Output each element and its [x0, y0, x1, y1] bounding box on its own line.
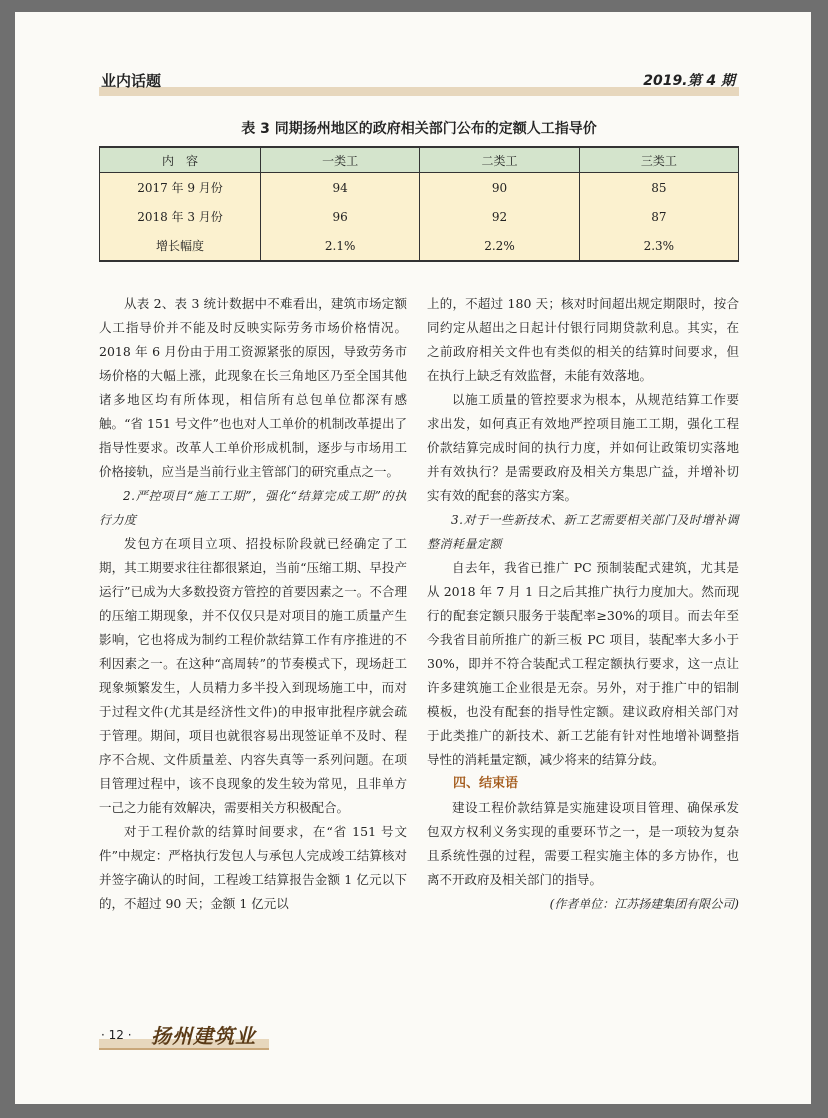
paragraph: 从表 2、表 3 统计数据中不难看出，建筑市场定额人工指导价并不能及时反映实际劳务市场价格情况。2018 年 6 月份由于用工资源紧张的原因，导致劳务市场价格的大幅上涨，此现象在长三角地区乃至全国其他诸多地区均有所体现，相信所有总包单位都深有感触。“省 151 号文件”也也对人工单价的机制改革提出了指导性要求。改革人工单价形成机制，逐步与市场用工价格接轨，应当是当前行业主管部门的研究重点之一。: [99, 296, 407, 479]
header-cell: 二类工: [420, 147, 579, 173]
table-row: [100, 231, 739, 261]
section-heading: 四、结束语: [453, 776, 519, 791]
table-row: [100, 173, 739, 203]
issue-label: 2019.第 4 期: [643, 73, 735, 89]
magazine-page: [15, 12, 811, 1104]
table-cell: 2017 年 9 月份: [100, 173, 261, 203]
left-column: [99, 292, 407, 916]
page-footer: [99, 1024, 269, 1050]
header-cell: 三类工: [579, 147, 738, 173]
paragraph: 自去年，我省已推广 PC 预制装配式建筑，尤其是从 2018 年 7 月 1 日之后其推广执行力度加大。然而现行的配套定额只服务于装配率≥30%的项目。而去年至今我省目前所推广的新三板 PC 项目，装配率大多小于 30%，即并不符合装配式工程定额执行要求，这一点让许多建筑施工企业很是无奈。另外，对于推广中的铝制模板，也没有配套的指导性定额。建议政府相关部门对于此类推广的新技术、新工艺能有针对性地增补调整指导性的消耗量定额，减少将来的结算分歧。: [427, 560, 739, 767]
price-table: [99, 146, 739, 262]
page-number: · 12 ·: [101, 1028, 132, 1042]
author-affiliation: (作者单位：江苏扬建集团有限公司): [549, 897, 739, 911]
paragraph: 建设工程价款结算是实施建设项目管理、确保承发包双方权利义务实现的重要环节之一，是一项较为复杂且系统性强的过程，需要工程实施主体的多方协作，也离不开政府及相关部门的指导。: [427, 800, 739, 887]
table-cell: 85: [579, 173, 738, 203]
paragraph: 发包方在项目立项、招投标阶段就已经确定了工期，其工期要求往往都很紧迫，当前“压缩工期、早投产运行”已成为大多数投资方管控的首要因素之一。不合理的压缩工期现象，并不仅仅只是对项目的施工质量产生影响，它也将成为制约工程价款结算工作有序推进的不利因素之一。在这种“高周转”的节奏模式下，现场赶工现象频繁发生，人员精力多半投入到现场施工中，而对于过程文件(尤其是经济性文件)的申报审批程序就会疏于管理。期间，项目也就很容易出现签证单不及时、程序不合规、文件质量差、内容失真等一系列问题。在项目管理过程中，该不良现象的发生较为常见，且非单方一己之力能有效解决，需要相关方积极配合。: [99, 536, 407, 815]
table-cell: 94: [261, 173, 420, 203]
table-cell: 90: [420, 173, 579, 203]
table-cell: 2.1%: [261, 231, 420, 261]
table-cell: 2.2%: [420, 231, 579, 261]
subheading: 2.严控项目“施工工期”，强化“结算完成工期”的执行力度: [99, 489, 407, 527]
table-header-row: [100, 147, 739, 173]
table-row: [100, 202, 739, 231]
table-cell: 96: [261, 202, 420, 231]
paragraph-continued: 上的，不超过 180 天；核对时间超出规定期限时，按合同约定从超出之日起计付银行同期贷款利息。其实，在之前政府相关文件也有类似的相关的结算时间要求，但在执行上缺乏有效监督，未能有效落地。: [427, 296, 739, 383]
header-cell: 内 容: [100, 147, 261, 173]
page-header: [99, 70, 739, 96]
subheading: 3.对于一些新技术、新工艺需要相关部门及时增补调整消耗量定额: [427, 513, 739, 551]
paragraph: 以施工质量的管控要求为根本，从规范结算工作要求出发，如何真正有效地严控项目施工工期，强化工程价款结算完成时间的执行力度，并如何让政策切实落地并有效执行？是需要政府及相关方集思广益，并增补切实有效的配套的落实方案。: [427, 392, 739, 503]
header-cell: 一类工: [261, 147, 420, 173]
magazine-logo: 扬州建筑业: [151, 1024, 256, 1048]
table-title: 表 3 同期扬州地区的政府相关部门公布的定额人工指导价: [241, 121, 597, 137]
section-title: 业内话题: [101, 72, 162, 90]
table-cell: 92: [420, 202, 579, 231]
table-cell: 2.3%: [579, 231, 738, 261]
table-cell: 增长幅度: [100, 231, 261, 261]
right-column: [427, 292, 739, 916]
table-cell: 87: [579, 202, 738, 231]
paragraph: 对于工程价款的结算时间要求，在“省 151 号文件”中规定：严格执行发包人与承包人完成竣工结算核对并签字确认的时间，工程竣工结算报告金额 1 亿元以下的，不超过 90 天；金额 1 亿元以: [99, 824, 407, 911]
table-cell: 2018 年 3 月份: [100, 202, 261, 231]
